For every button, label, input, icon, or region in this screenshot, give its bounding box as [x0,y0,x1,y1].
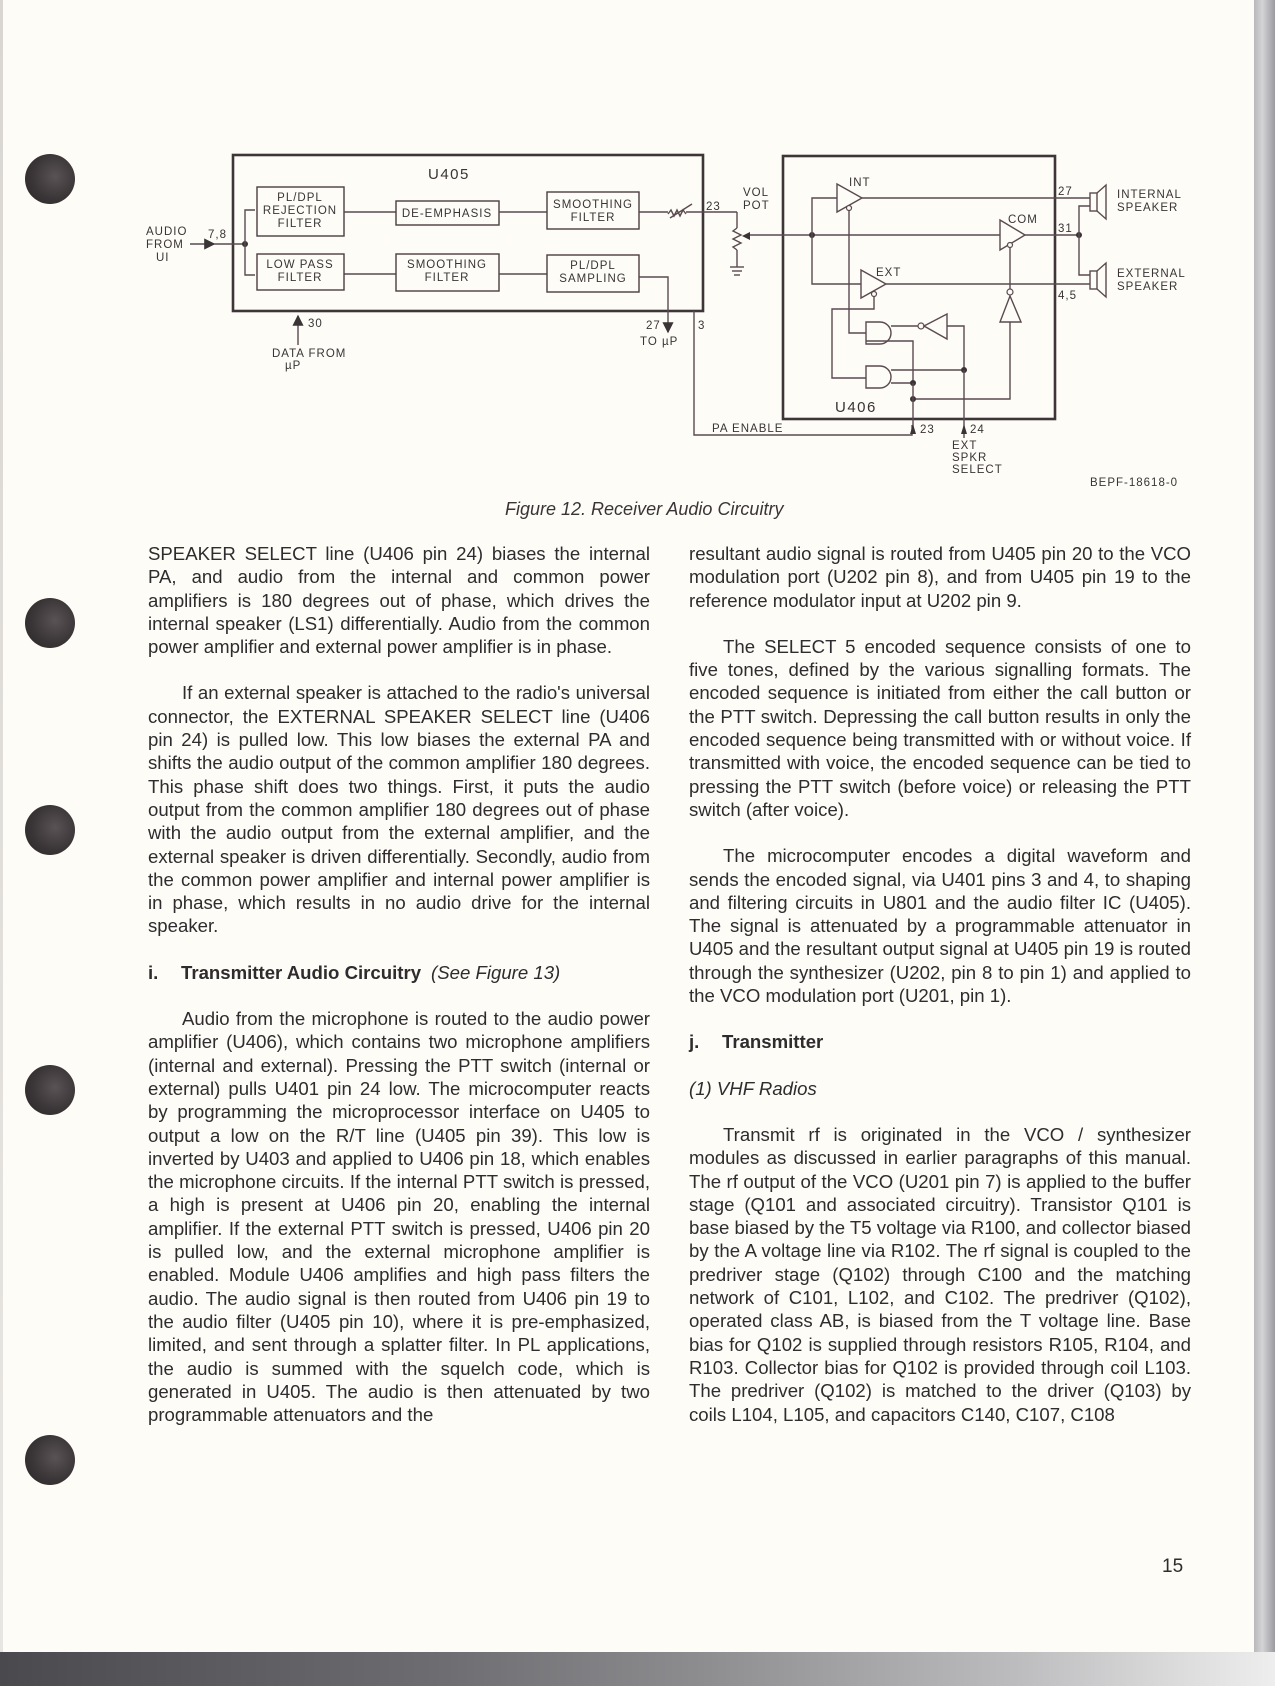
block-label: FILTER [277,218,323,230]
block-label: PL/DPL [570,260,616,272]
figure-id-code: BEPF-18618-0 [1090,477,1179,489]
volume-potentiometer-icon [730,212,750,275]
right-column [689,542,1191,1426]
vol-pot-label: POT [743,200,770,212]
block-label: FILTER [570,212,616,224]
external-speaker-icon [1090,263,1186,297]
int-amplifier-icon [837,177,871,212]
paragraph: Audio from the microphone is routed to the audio power amplifier (U406), which contains two microphone amplifiers (internal and external). Pressing the PTT switch (internal or external) pulls U401 pin 24 low. The microcomputer reacts by programming the microprocessor interface on U405 to output a low on the R/T line (U405 pin 39). This low is inverted by U403 and applied to U406 pin 18, which enables the microphone circuits. If the internal PTT switch is pressed, a high is present at U406 pin 20, enabling the internal amplifier. If the external PTT switch is pressed, U406 pin 20 is pulled low, and the external microphone amplifier is enabled. Module U406 amplifies and high pass filters the audio. The audio signal is then routed from U406 pin 19 to the audio filter (U405 pin 10), where it is pre-emphasized, limited, and sent through a splatter filter. In PL applications, the audio is summed with the squelch code, which is generated in U405. The audio is then attenuated by two programmable attenuators and the [148,1008,650,1426]
section-number: i. [148,961,159,983]
internal-speaker-icon [1090,185,1182,219]
block-label: REJECTION [262,205,338,217]
logic-gates [832,211,1021,428]
internal-speaker-label: INTERNAL [1117,189,1182,201]
external-speaker-label: SPEAKER [1117,281,1179,293]
binder-hole [25,1065,75,1115]
block-de-emphasis [396,201,499,225]
pin-24-label: 24 [970,424,985,436]
pin-27-label: 27 [646,320,661,332]
u405-title: U405 [428,166,470,183]
subsection-heading: (1) VHF Radios [689,1077,817,1099]
block-label: SMOOTHING [553,199,633,211]
block-smoothing-filter-bottom [396,254,499,291]
u406-title: U406 [835,399,877,416]
block-label: FILTER [424,272,470,284]
ext-spkr-select-label: SPKR [952,452,988,464]
pin-23-in-label: 23 [920,424,935,436]
int-label: INT [849,177,871,189]
paragraph: The microcomputer encodes a digital waveform and sends the encoded signal, via U401 pins 3 and 4, to shaping and filtering circuits in U801 and the audio filter IC (U405). The signal is attenuated by a programmable attenuator in U405 and the resultant output signal at U405 pin 19 is routed through the synthesizer (U202, pin 8 to pin 1) and applied to the VCO modulation port (U201, pin 1). [689,845,1191,1007]
paragraph: The SELECT 5 encoded sequence consists of one to five tones, defined by the various signalling formats. The encoded sequence is initiated from either the call button or the PTT switch. Depressing the call button results in only the encoded sequence being transmitted with or without voice. If transmitted with voice, the encoded sequence can be tied to pressing the PTT switch (before voice) or releasing the PTT switch (after voice). [689,635,1191,820]
scanner-background [0,1652,1275,1686]
and-gate-icon [866,366,891,388]
block-rejection-filter [257,187,344,236]
internal-speaker-label: SPEAKER [1117,202,1179,214]
block-pl-dpl-sampling [547,255,639,292]
block-low-pass-filter [257,254,344,290]
block-label: SMOOTHING [407,259,487,271]
block-label: LOW PASS [266,259,334,271]
paragraph: resultant audio signal is routed from U405 pin 20 to the VCO modulation port (U202 pin 8), and from U405 pin 19 to the reference modulator input at U202 pin 9. [689,543,1191,611]
binder-hole [25,805,75,855]
figure-caption: Figure 12. Receiver Audio Circuitry [505,499,784,519]
pin-3-label: 3 [698,320,706,332]
pin-45-label: 4,5 [1058,290,1077,302]
to-up-label: TO µP [640,336,679,348]
data-from-label: µP [285,360,302,372]
paragraph: SPEAKER SELECT line (U406 pin 24) biases the internal PA, and audio from the internal and common power amplifiers is 180 degrees out of phase, which drives the internal speaker (LS1) differentially. Audio from the common power amplifier and external power amplifier is in phase. [148,543,650,658]
audio-from-label: AUDIO [146,226,188,238]
block-label: PL/DPL [277,192,323,204]
u405-chip [233,155,703,311]
binder-hole [25,598,75,648]
com-amplifier-icon [1000,214,1038,250]
pin-23-label: 23 [706,201,721,213]
section-title: Transmitter Audio Circuitry [181,961,422,983]
pin-31-label: 31 [1058,223,1073,235]
pin-30-label: 30 [308,318,323,330]
section-number: j. [689,1031,700,1053]
pa-enable-label: PA ENABLE [712,423,784,435]
section-title: Transmitter [722,1031,824,1053]
ext-label: EXT [876,267,902,279]
audio-from-label: FROM [146,239,184,251]
data-from-label: DATA FROM [272,348,347,360]
vol-pot-label: VOL [743,187,770,199]
block-label: FILTER [277,272,323,284]
paragraph: If an external speaker is attached to the radio's universal connector, the EXTERNAL SPEAKER SELECT line (U406 pin 24) is pulled low. This low biases the external PA and shifts the audio output of the common amplifier 180 degrees. This phase shift does two things. First, it puts the audio output from the common amplifier 180 degrees out of phase with the audio output from the external amplifier, and the external speaker is driven differentially. Secondly, audio from the common power amplifier and internal power amplifier is in phase, which results in no audio drive for the internal speaker. [148,682,650,937]
receiver-audio-diagram [0,0,1275,520]
paragraph: Transmit rf is originated in the VCO / synthesizer modules as discussed in earlier paragraphs of this manual. The rf output of the VCO (U201 pin 7) is applied to the buffer stage (Q101 and associated circuitry). Transistor Q101 is base biased by the T5 voltage via R100, and collector biased by the A voltage line via R102. The rf signal is coupled to the predriver stage (Q102) through C100 and the matching network of C101, L102, and C102. The predriver (Q102), operated class AB, is biased from the T voltage line. Base bias for Q102 is supplied through resistors R105, R104, and R103. Collector bias for Q102 is provided through coil L103. The predriver (Q102) is matched to the driver (Q103) by coils L104, L105, and capacitors C140, C107, C108 [689,1123,1192,1425]
ext-spkr-select-label: SELECT [952,464,1003,476]
com-label: COM [1008,214,1038,226]
binder-hole [25,1435,75,1485]
section-heading-i [148,961,650,984]
section-heading-j [689,1030,1191,1053]
pin-27-out-label: 27 [1058,186,1073,198]
audio-from-label: UI [156,252,170,264]
ext-spkr-select-label: EXT [952,440,978,452]
input-pins-label: 7,8 [208,229,227,241]
left-column [148,542,650,1426]
ext-amplifier-icon [861,267,901,298]
block-label: DE-EMPHASIS [401,208,493,220]
inverter-icon [1000,296,1021,322]
u406-chip [783,156,1055,419]
block-label: SAMPLING [559,273,627,285]
figure-reference: (See Figure 13) [431,961,561,983]
block-smoothing-filter-top [547,192,639,229]
audio-input [146,210,255,275]
external-speaker-label: EXTERNAL [1117,268,1186,280]
inverter-icon [924,314,947,339]
page-number: 15 [1162,1556,1184,1577]
